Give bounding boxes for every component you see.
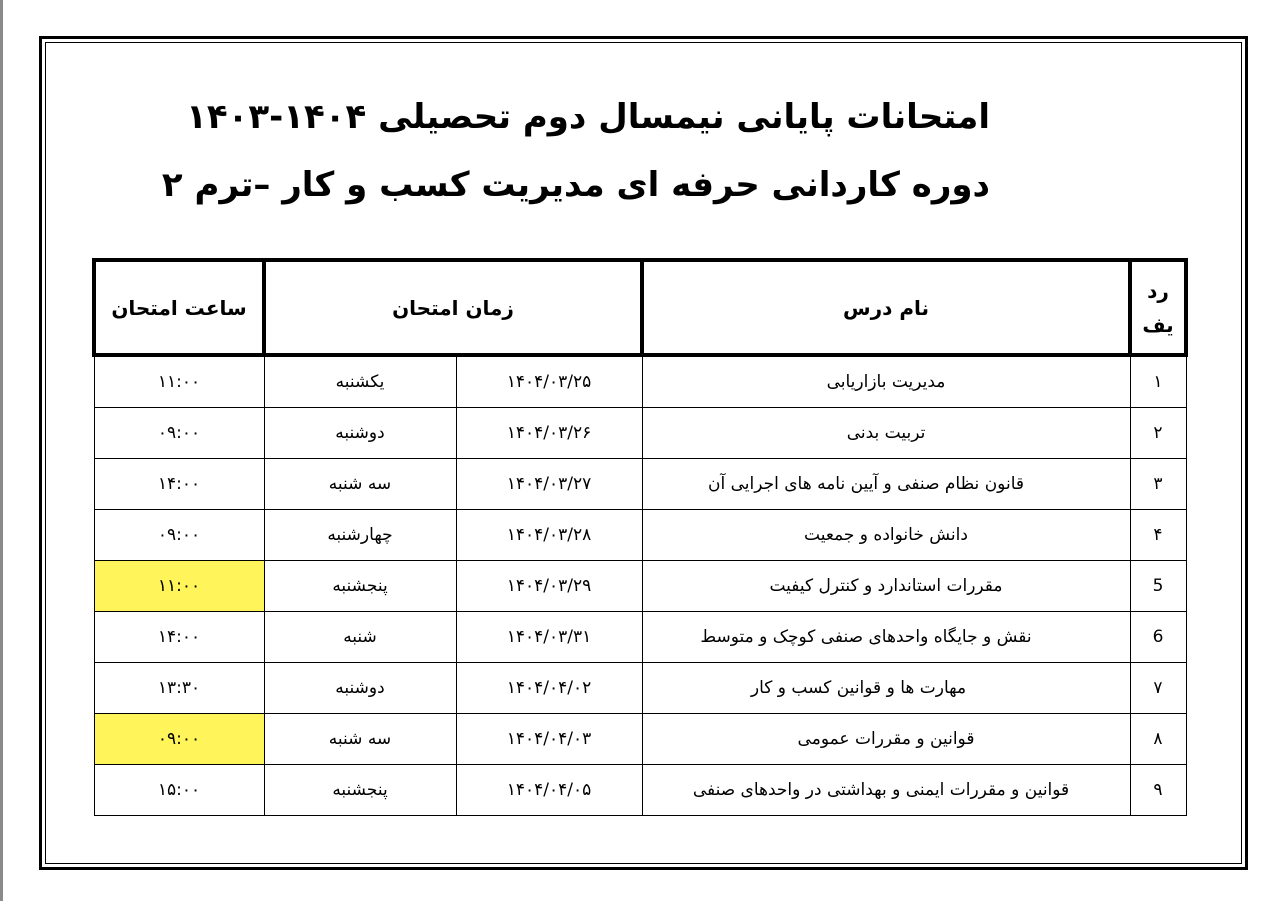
exam-day: پنجشنبه — [264, 561, 456, 612]
document-subtitle: دوره کاردانی حرفه ای مدیریت کسب و کار –ترم ۲ — [161, 165, 990, 205]
exam-time: ۱۴:۰۰ — [94, 612, 264, 663]
course-name: قوانین و مقررات ایمنی و بهداشتی در واحدهای صنفی — [642, 765, 1130, 816]
exam-day: سه شنبه — [264, 459, 456, 510]
row-number: ۳ — [1130, 459, 1186, 510]
row-number: 6 — [1130, 612, 1186, 663]
exam-day: سه شنبه — [264, 714, 456, 765]
exam-date: ۱۴۰۴/۰۳/۳۱ — [456, 612, 642, 663]
row-number: ۴ — [1130, 510, 1186, 561]
course-name: نقش و جایگاه واحدهای صنفی کوچک و متوسط — [642, 612, 1130, 663]
exam-time: ۱۳:۳۰ — [94, 663, 264, 714]
table-row — [94, 765, 1186, 816]
exam-day: یکشنبه — [264, 355, 456, 408]
exam-time: ۱۴:۰۰ — [94, 459, 264, 510]
header-row-number: رد یف — [1130, 260, 1186, 355]
course-name: دانش خانواده و جمعیت — [642, 510, 1130, 561]
exam-day: دوشنبه — [264, 663, 456, 714]
table-row — [94, 355, 1186, 408]
table-row — [94, 663, 1186, 714]
table-row — [94, 612, 1186, 663]
exam-date: ۱۴۰۴/۰۴/۰۵ — [456, 765, 642, 816]
table-row — [94, 408, 1186, 459]
exam-time: ۰۹:۰۰ — [94, 408, 264, 459]
exam-date: ۱۴۰۴/۰۳/۲۵ — [456, 355, 642, 408]
exam-time-highlighted: ۱۱:۰۰ — [94, 561, 264, 612]
row-number: ۷ — [1130, 663, 1186, 714]
row-number: ۱ — [1130, 355, 1186, 408]
course-name: مقررات استاندارد و کنترل کیفیت — [642, 561, 1130, 612]
header-exam-date: زمان امتحان — [264, 260, 642, 355]
course-name: قوانین و مقررات عمومی — [642, 714, 1130, 765]
exam-date: ۱۴۰۴/۰۳/۲۸ — [456, 510, 642, 561]
page-left-edge — [0, 0, 3, 901]
row-number: ۲ — [1130, 408, 1186, 459]
exam-day: چهارشنبه — [264, 510, 456, 561]
exam-time: ۱۵:۰۰ — [94, 765, 264, 816]
exam-day: پنجشنبه — [264, 765, 456, 816]
header-exam-time: ساعت امتحان — [94, 260, 264, 355]
exam-date: ۱۴۰۴/۰۳/۲۶ — [456, 408, 642, 459]
exam-time: ۱۱:۰۰ — [94, 355, 264, 408]
table-row — [94, 714, 1186, 765]
course-name: مهارت ها و قوانین کسب و کار — [642, 663, 1130, 714]
exam-date: ۱۴۰۴/۰۳/۲۷ — [456, 459, 642, 510]
row-number: ۸ — [1130, 714, 1186, 765]
exam-date: ۱۴۰۴/۰۴/۰۳ — [456, 714, 642, 765]
exam-time: ۰۹:۰۰ — [94, 510, 264, 561]
document-title: امتحانات پایانی نیمسال دوم تحصیلی ۱۴۰۴-۱۴۰۳ — [186, 97, 990, 137]
table-row — [94, 459, 1186, 510]
course-name: مدیریت بازاریابی — [642, 355, 1130, 408]
table-row — [94, 561, 1186, 612]
course-name: تربیت بدنی — [642, 408, 1130, 459]
table-row — [94, 510, 1186, 561]
course-name: قانون نظام صنفی و آیین نامه های اجرایی آن — [642, 459, 1130, 510]
header-course-name: نام درس — [642, 260, 1130, 355]
row-number: 5 — [1130, 561, 1186, 612]
row-number: ۹ — [1130, 765, 1186, 816]
exam-date: ۱۴۰۴/۰۴/۰۲ — [456, 663, 642, 714]
exam-schedule-table — [92, 258, 1188, 816]
exam-day: شنبه — [264, 612, 456, 663]
exam-time-highlighted: ۰۹:۰۰ — [94, 714, 264, 765]
exam-day: دوشنبه — [264, 408, 456, 459]
exam-date: ۱۴۰۴/۰۳/۲۹ — [456, 561, 642, 612]
table-header-row — [94, 260, 1186, 355]
